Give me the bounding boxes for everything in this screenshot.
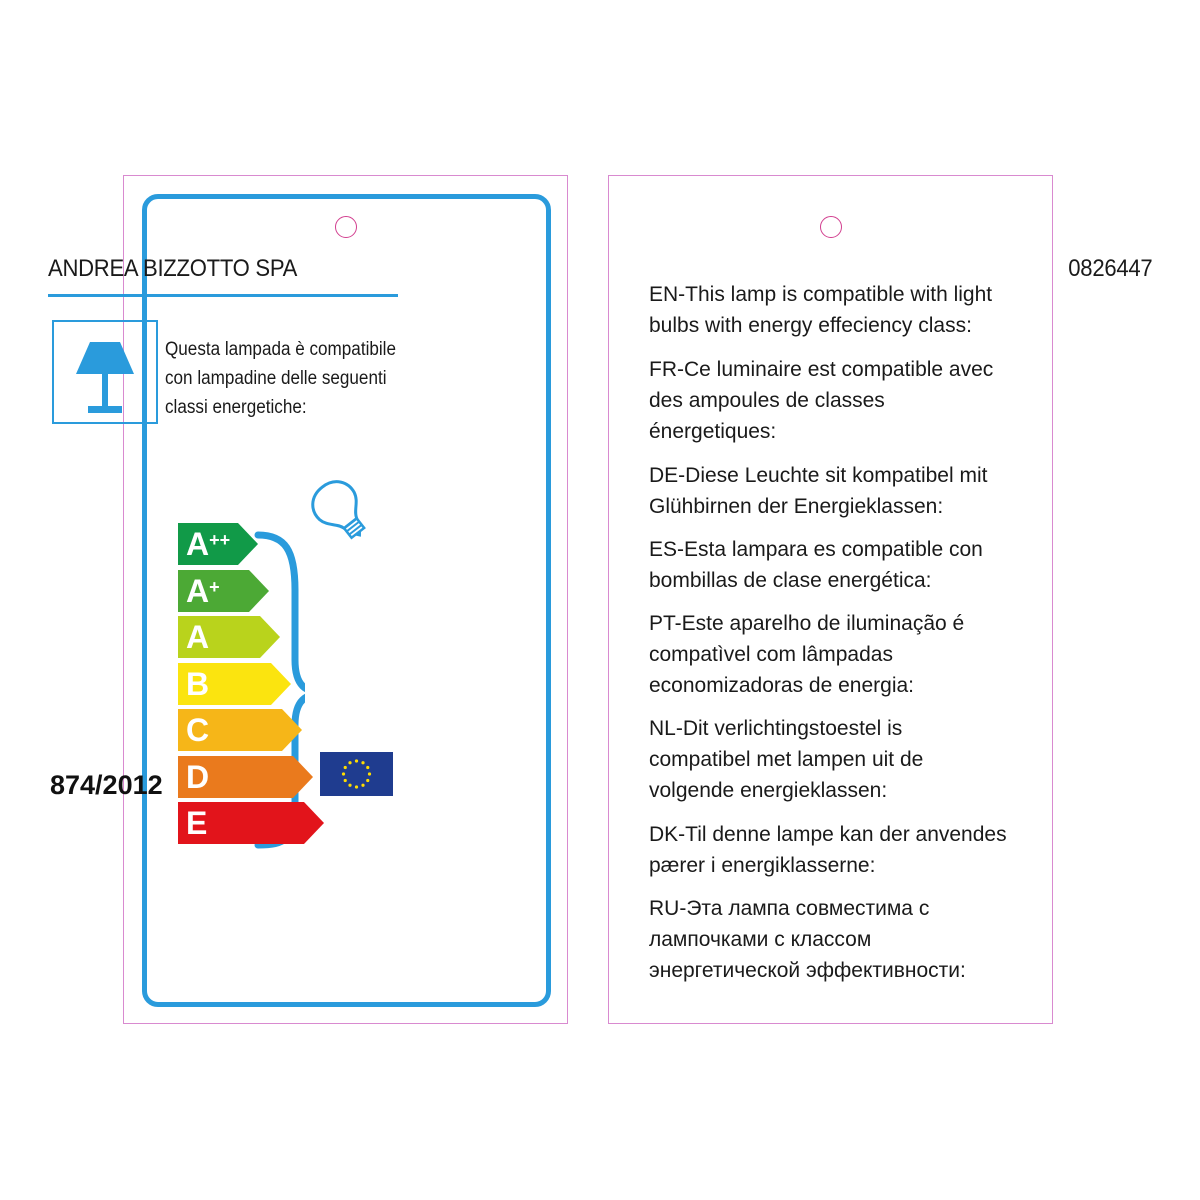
language-paragraph — [649, 608, 1039, 701]
language-paragraph — [649, 819, 1039, 881]
paragraph-line: FR-Ce luminaire est compatible avec — [649, 358, 994, 381]
regulation-number: 874/2012 — [50, 770, 163, 800]
energy-class-a — [178, 616, 280, 658]
paragraph-line: economizadoras de energia: — [649, 674, 915, 697]
energy-class-label: E — [186, 805, 208, 841]
energy-class-label: D — [186, 758, 210, 795]
table-lamp-icon — [52, 320, 158, 424]
language-paragraph — [649, 460, 1039, 522]
product-code: 0826447 — [1067, 255, 1152, 282]
compat-line: classi energetiche: — [165, 397, 307, 418]
light-bulb-icon — [310, 475, 370, 545]
paragraph-line: bombillas de clase energética: — [649, 569, 932, 592]
eu-flag-icon — [320, 752, 393, 796]
paragraph-line: NL-Dit verlichtingstoestel is — [649, 717, 903, 740]
energy-class-c — [178, 709, 302, 751]
eu-star — [348, 761, 351, 764]
eu-star — [366, 779, 369, 782]
energy-class-b — [178, 663, 291, 705]
energy-class-superscript: + — [209, 576, 220, 597]
energy-class-e — [178, 802, 324, 844]
energy-class-label: A++ — [186, 526, 231, 562]
paragraph-line: Glühbirnen der Energieklassen: — [649, 495, 944, 518]
paragraph-line: EN-This lamp is compatible with light — [649, 283, 993, 306]
paragraph-line: compatìvel com lâmpadas — [649, 643, 893, 666]
energy-class-label: A+ — [186, 572, 220, 609]
energy-class-d — [178, 756, 313, 798]
energy-class-superscript: ++ — [209, 530, 231, 550]
paragraph-line: RU-Эта лампа совместима с — [649, 897, 930, 920]
header-divider — [48, 294, 398, 297]
eu-star — [342, 772, 345, 775]
eu-star — [348, 784, 351, 787]
eu-star — [368, 772, 371, 775]
paragraph-line: DK-Til denne lampe kan der anvendes — [649, 823, 1007, 846]
paragraph-line: volgende energieklassen: — [649, 779, 888, 802]
paragraph-line: compatibel met lampen uit de — [649, 748, 924, 771]
energy-class-label: A — [186, 619, 210, 655]
language-paragraph — [649, 534, 1039, 596]
energy-class-app — [178, 523, 258, 565]
hang-hole — [820, 216, 842, 238]
compat-line: Questa lampada è compatibile — [165, 339, 396, 360]
eu-star — [344, 779, 347, 782]
eu-star — [361, 784, 364, 787]
eu-star — [355, 759, 358, 762]
paragraph-line: ES-Esta lampara es compatible con — [649, 538, 983, 561]
energy-class-ap — [178, 570, 269, 612]
paragraph-line: PT-Este aparelho de iluminação é — [649, 612, 965, 635]
paragraph-line: DE-Diese Leuchte sit kompatibel mit — [649, 464, 988, 487]
paragraph-line: énergetiques: — [649, 420, 777, 443]
translation-card — [608, 175, 1053, 1024]
language-paragraph — [649, 713, 1039, 806]
compat-line: con lampadine delle seguenti — [165, 368, 387, 389]
language-paragraph — [649, 279, 1039, 341]
eu-star — [366, 766, 369, 769]
language-paragraph — [649, 893, 1039, 986]
eu-star — [361, 761, 364, 764]
eu-star — [344, 766, 347, 769]
energy-class-label: B — [186, 665, 210, 702]
energy-class-label: C — [186, 712, 210, 748]
paragraph-line: pærer i energiklasserne: — [649, 854, 876, 877]
paragraph-line: энергетической эффективности: — [649, 959, 966, 982]
paragraph-line: лампочками с классом — [649, 928, 872, 951]
language-paragraph — [649, 354, 1039, 447]
company-name: ANDREA BIZZOTTO SPA — [48, 255, 298, 282]
paragraph-line: des ampoules de classes — [649, 389, 885, 412]
paragraph-line: bulbs with energy effeciency class: — [649, 314, 972, 337]
eu-star — [355, 785, 358, 788]
